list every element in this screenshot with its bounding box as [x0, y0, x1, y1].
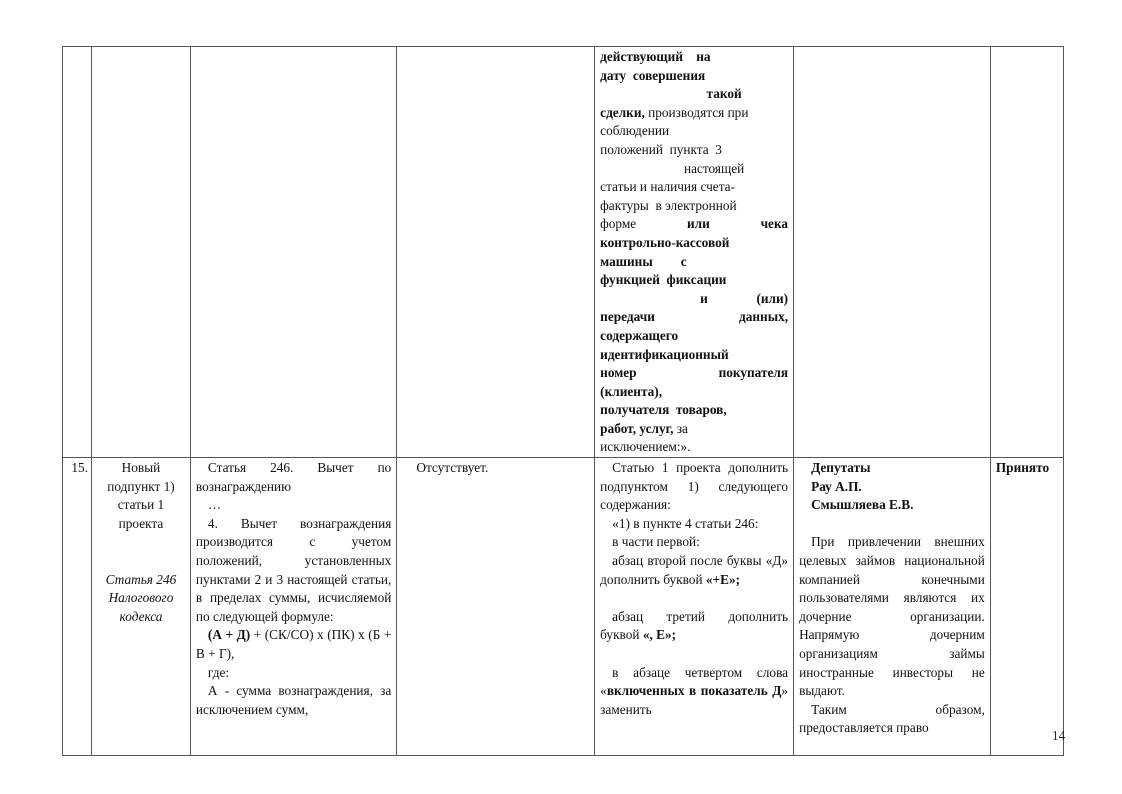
table-row-continuation — [63, 47, 1064, 458]
text: номер — [600, 365, 637, 381]
cell-decision — [990, 458, 1066, 756]
text-line: содержащего — [600, 327, 679, 343]
text: и — [700, 290, 708, 306]
text-line: подпункт 1) — [107, 478, 175, 494]
text-line — [600, 364, 788, 383]
bold-text: сделки, — [600, 104, 645, 120]
article-heading: Статья 246. Вычет по вознаграждению — [195, 460, 392, 494]
paragraph — [600, 552, 788, 589]
rationale-paragraph: Таким образом, предоставляется право — [799, 701, 985, 736]
text: абзац третий дополнить буквой — [600, 608, 789, 643]
cell-author-rationale — [794, 47, 991, 458]
bold-text: включенных в показатель Д — [606, 683, 782, 699]
text-line: статьи 1 — [117, 497, 165, 513]
rationale-paragraph: При привлечении внешних целевых займов национальной компанией конечными пользователями являются их дочерние организации. Напрямую дочерним организациям займы иностранные инвесторы не выдают. — [799, 534, 985, 699]
bold-text: работ, услуг, — [600, 420, 674, 436]
text-line: Новый — [121, 460, 161, 476]
text: производятся при — [644, 104, 749, 120]
cell-amendment-continued — [595, 47, 794, 458]
bold-text: «+Е»; — [705, 571, 741, 587]
text: » заменить — [600, 683, 789, 717]
text-line: функцией фиксации — [600, 272, 727, 288]
text-line: (клиента), — [600, 383, 663, 399]
author-line: Депутаты — [811, 460, 871, 476]
text: с — [680, 253, 687, 269]
text-line — [600, 104, 788, 123]
text-line — [600, 290, 788, 309]
page-number: 14 — [1052, 728, 1066, 743]
text-line: контрольно-кассовой — [600, 234, 730, 250]
text-line: соблюдении — [600, 123, 670, 139]
spacer — [97, 552, 185, 571]
bold-text: «, Е»; — [642, 627, 677, 643]
amendments-table — [62, 46, 1064, 756]
text-line: исключением:». — [600, 439, 691, 455]
cell-number — [63, 47, 92, 458]
paragraph: А - сумма вознаграждения, за исключением сумм, — [195, 683, 392, 717]
text: данных, — [739, 309, 789, 325]
cell-structural-unit — [92, 458, 191, 756]
spacer — [600, 645, 788, 664]
text: в абзаце четвертом слова « — [600, 664, 789, 699]
paragraph: в части первой: — [612, 534, 700, 550]
table-row-15 — [63, 458, 1064, 756]
text-line: статьи и наличия счета- — [600, 179, 736, 195]
text-line: настоящей — [683, 160, 745, 176]
text-line: получателя товаров, — [600, 402, 727, 418]
text-line: дату совершения — [600, 67, 706, 83]
spacer — [799, 515, 985, 534]
cell-current-text — [190, 458, 396, 756]
text-line — [600, 420, 788, 439]
paragraph: 4. Вычет вознаграждения производится с учетом положений, установленных пунктами 2 и 3 настоящей статьи, в пределах суммы, исчисляемой по следующей формуле: — [195, 515, 392, 624]
row-number: 15. — [63, 458, 92, 756]
decision-status: Принято — [995, 460, 1050, 476]
spacer — [97, 533, 185, 552]
text-line — [600, 253, 788, 272]
text: машины — [600, 253, 653, 269]
proposed-text: Отсутствует. — [416, 460, 489, 476]
text: абзац второй после буквы «Д» дополнить буквой — [600, 553, 789, 587]
cell-author-rationale — [794, 458, 991, 756]
cell-decision — [990, 47, 1063, 458]
text: форме — [600, 216, 637, 232]
text-line — [600, 215, 788, 234]
bold-text: чека — [760, 216, 789, 232]
text-line: фактуры в электронной — [600, 197, 737, 213]
paragraph — [600, 664, 788, 720]
cell-current-text — [190, 47, 396, 458]
paragraph: где: — [207, 664, 230, 680]
paragraph: «1) в пункте 4 статьи 246: — [612, 515, 759, 531]
text-line: положений пункта 3 — [600, 141, 722, 157]
formula-rest: + (СК/СО) х (ПК) х (Б + В + Г), — [195, 627, 392, 661]
bold-text: или — [686, 216, 710, 232]
cell-proposed-text — [397, 47, 595, 458]
spacer — [600, 589, 788, 608]
paragraph: Статью 1 проекта дополнить подпунктом 1) следующего содержания: — [600, 460, 789, 513]
formula — [196, 626, 391, 663]
text: за — [673, 420, 688, 436]
text: передачи — [600, 309, 655, 325]
author-line: Рау А.П. — [811, 478, 862, 494]
cell-proposed-text — [397, 458, 595, 756]
law-reference: Статья 246 — [105, 571, 177, 587]
text-line: такой — [706, 86, 742, 102]
paragraph — [600, 608, 788, 645]
law-reference: кодекса — [119, 608, 163, 624]
text: (или) — [756, 290, 789, 306]
cell-structural-unit — [92, 47, 191, 458]
law-reference: Налогового — [108, 590, 174, 606]
text-line: проекта — [118, 515, 164, 531]
text-line: действующий на — [600, 49, 711, 64]
text-line: идентификационный — [600, 346, 729, 362]
author-line: Смышляева Е.В. — [811, 497, 914, 513]
text: покупателя — [718, 365, 789, 381]
cell-amendment — [595, 458, 794, 756]
ellipsis: … — [207, 497, 222, 513]
formula-bold: (А + Д) — [207, 627, 251, 643]
text-line — [600, 308, 788, 327]
